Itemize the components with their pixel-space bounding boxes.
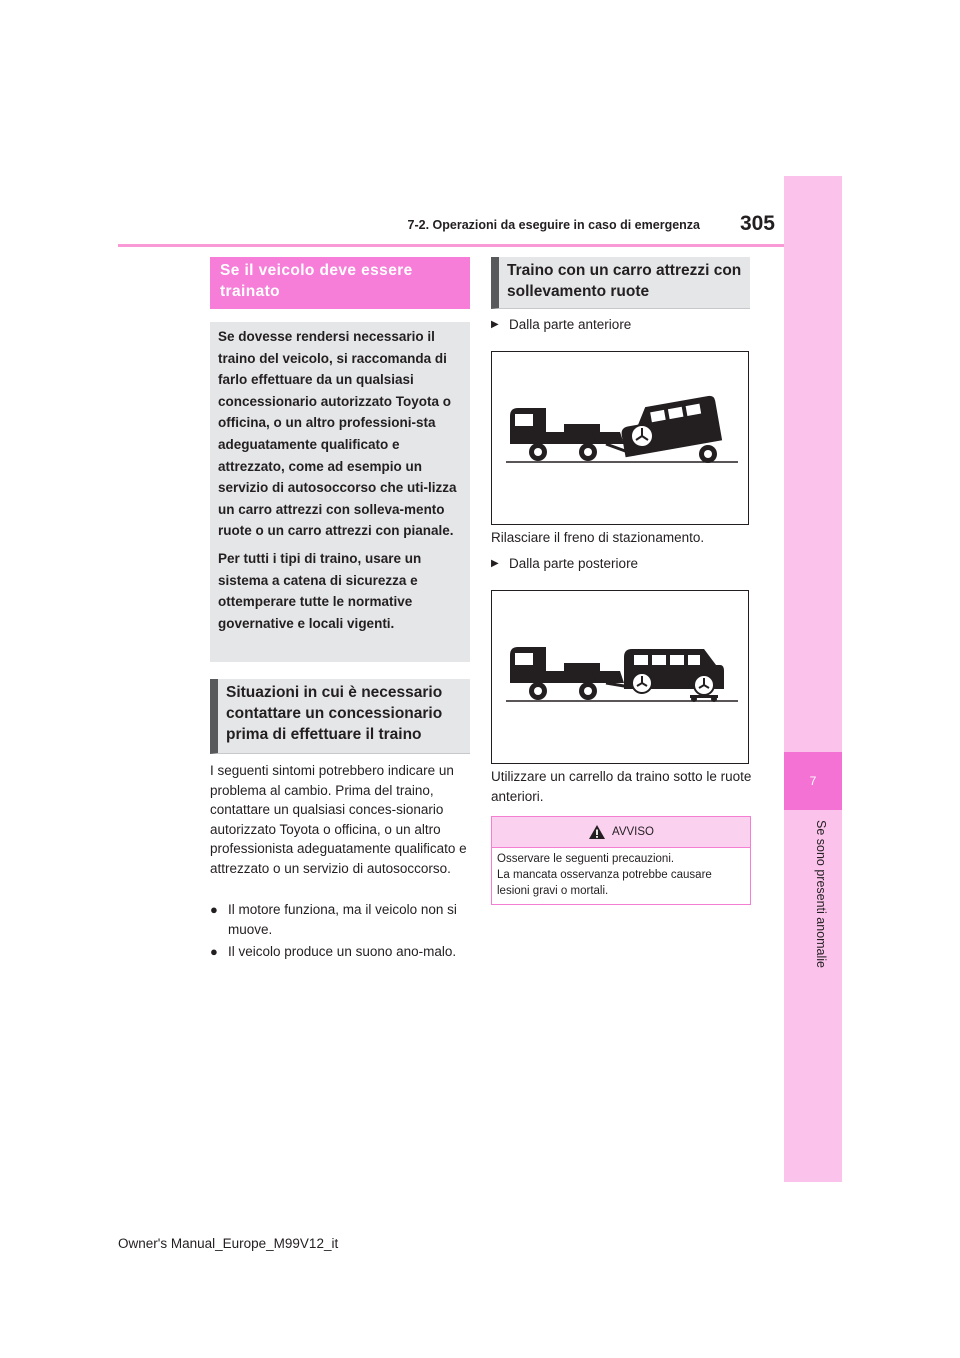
rear-towing-caption: Utilizzare un carrello da traino sotto le ruote anteriori. (491, 769, 752, 804)
front-towing-caption: Rilasciare il freno di stazionamento. (491, 530, 705, 545)
towing-heading: Traino con un carro attrezzi con sollevamento ruote (491, 257, 750, 309)
bullet-item (210, 900, 472, 939)
triangle-right-icon: ▶ (491, 558, 499, 569)
warning-triangle-icon (588, 824, 606, 840)
bullet-dot-icon: ● (210, 902, 218, 917)
warning-line: La mancata osservanza potrebbe causare lesioni gravi o mortali. (497, 868, 712, 897)
warning-title: AVVISO (612, 826, 654, 838)
bullet-text: Il veicolo produce un suono ano-malo. (228, 944, 457, 959)
manual-footer: Owner's Manual_Europe_M99V12_it (118, 1236, 339, 1251)
tow-truck-front-image (492, 352, 748, 524)
info-box (210, 322, 470, 662)
rear-towing-illustration (491, 590, 749, 764)
warning-line: Osservare le seguenti precauzioni. (497, 853, 675, 865)
header-rule (118, 244, 784, 247)
chapter-label: Se sono presenti anomalie (814, 820, 828, 969)
section-title: 7-2. Operazioni da eseguire in caso di emergenza (407, 218, 700, 232)
intro-paragraph: I seguenti sintomi potrebbero indicare un problema al cambio. Prima del traino, contattare un qualsiasi conces-sionario autorizzato Toyota o officina, o un altro professionista adeguatamente qualificato e attrezzato o un servizio di autosoccorso. (210, 763, 467, 876)
bullet-dot-icon: ● (210, 944, 218, 959)
main-heading: Se il veicolo deve essere trainato (210, 257, 470, 309)
front-towing-illustration (491, 351, 749, 525)
sub-heading: Situazioni in cui è necessario contattare un concessionario prima di effettuare il traino (210, 679, 470, 754)
warning-box (491, 816, 751, 905)
triangle-right-icon: ▶ (491, 319, 499, 330)
warning-body (492, 848, 750, 903)
front-towing-label (491, 315, 751, 335)
front-towing-text: Dalla parte anteriore (509, 317, 632, 332)
bullet-text: Il motore funziona, ma il veicolo non si muove. (228, 902, 457, 937)
page-number: 305 (739, 212, 775, 235)
bullet-item (210, 942, 472, 962)
chapter-number: 7 (784, 752, 842, 810)
info-paragraph: Per tutti i tipi di traino, usare un sistema a catena di sicurezza e ottemperare tutte le normative governative e locali vigenti. (218, 550, 422, 631)
rear-towing-text: Dalla parte posteriore (509, 556, 639, 571)
warning-header (492, 817, 750, 848)
info-paragraph: Se dovesse rendersi necessario il traino del veicolo, si raccomanda di farlo effettuare da un qualsiasi concessionario autorizzato Toyota o officina, o un altro professioni-sta adeguatamente qualificato e attrezzato, come ad esempio un servizio di autosoccorso che uti-lizza un carro attrezzi con solleva-mento ruote o un carro attrezzi con pianale. (218, 329, 457, 539)
chapter-side-tab (784, 176, 842, 1182)
rear-towing-label (491, 554, 751, 574)
tow-truck-rear-image (492, 591, 748, 763)
